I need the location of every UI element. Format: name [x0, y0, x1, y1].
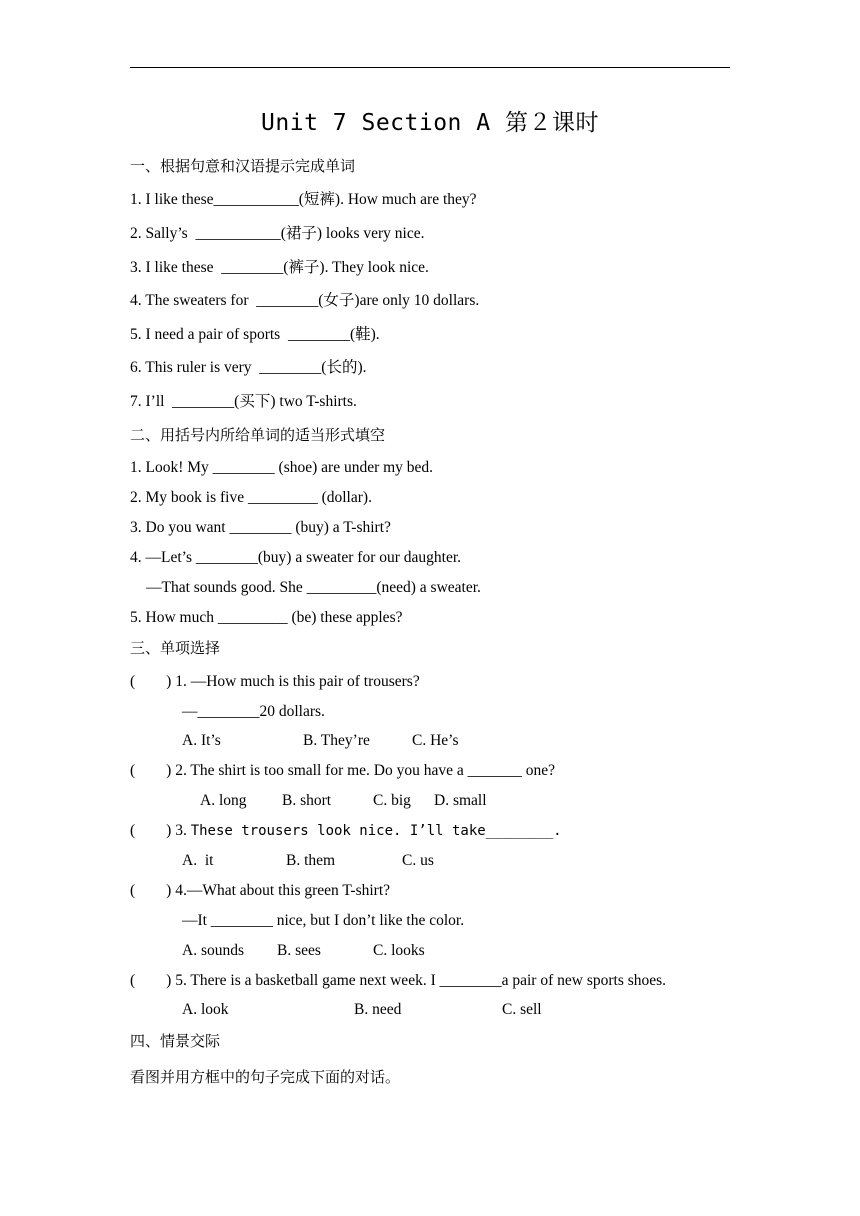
- q2-option-c: C. big: [373, 792, 411, 809]
- s1-item-2: 2. Sally’s ___________(裙子) looks very nice.: [130, 225, 425, 242]
- q2-stem: ( ) 2. The shirt is too small for me. Do you have a _______ one?: [130, 762, 556, 779]
- s2-item-1: 1. Look! My ________ (shoe) are under my bed.: [130, 459, 434, 476]
- q1-stem: ( ) 1. —How much is this pair of trousers?: [130, 673, 420, 690]
- q1-option-b: B. They’re: [303, 732, 370, 749]
- section4-instruction: 看图并用方框中的句子完成下面的对话。: [130, 1068, 401, 1086]
- q4-option-a: A. sounds: [182, 942, 245, 959]
- q1-option-c: C. He’s: [412, 732, 459, 749]
- q3-option-a: A. it: [182, 852, 214, 869]
- q3-option-b: B. them: [286, 852, 336, 869]
- q5-option-c: C. sell: [502, 1001, 542, 1018]
- s2-item-4-reply: —That sounds good. She _________(need) a sweater.: [146, 579, 481, 596]
- q2-option-a: A. long: [200, 792, 247, 809]
- q4-stem: ( ) 4.—What about this green T-shirt?: [130, 882, 391, 899]
- q3-stem: [130, 821, 562, 841]
- q3-stem-number: ( ) 3.: [130, 822, 191, 839]
- s1-item-1: 1. I like these___________(短裤). How much are they?: [130, 191, 477, 208]
- q2-option-b: B. short: [282, 792, 332, 809]
- s2-item-3: 3. Do you want ________ (buy) a T-shirt?: [130, 519, 391, 536]
- s1-item-4: 4. The sweaters for ________(女子)are only 10 dollars.: [130, 292, 480, 309]
- section3-heading: 三、单项选择: [130, 639, 221, 657]
- q3-stem-text: These trousers look nice. I’ll take________.: [190, 823, 562, 839]
- q1-option-a: A. It’s: [182, 732, 221, 749]
- s2-item-4: 4. —Let’s ________(buy) a sweater for our daughter.: [130, 549, 462, 566]
- q3-option-c: C. us: [402, 852, 434, 869]
- top-rule: [130, 67, 730, 68]
- s1-item-3: 3. I like these ________(裤子). They look nice.: [130, 259, 429, 276]
- q4-option-b: B. sees: [277, 942, 321, 959]
- s2-item-5: 5. How much _________ (be) these apples?: [130, 609, 403, 626]
- s1-item-5: 5. I need a pair of sports ________(鞋).: [130, 326, 380, 343]
- q1-reply: —________20 dollars.: [182, 703, 325, 720]
- q5-option-a: A. look: [182, 1001, 229, 1018]
- s1-item-7: 7. I’ll ________(买下) two T-shirts.: [130, 393, 357, 410]
- section4-heading: 四、情景交际: [130, 1032, 221, 1050]
- q5-stem: ( ) 5. There is a basketball game next week. I ________a pair of new sports shoes.: [130, 972, 667, 989]
- q4-option-c: C. looks: [373, 942, 425, 959]
- q2-option-d: D. small: [434, 792, 487, 809]
- q4-reply: —It ________ nice, but I don’t like the color.: [182, 912, 465, 929]
- page-title: Unit 7 Section A 第２课时: [261, 110, 599, 136]
- section1-heading: 一、根据句意和汉语提示完成单词: [130, 157, 356, 175]
- section2-heading: 二、用括号内所给单词的适当形式填空: [130, 426, 386, 444]
- q5-option-b: B. need: [354, 1001, 402, 1018]
- s1-item-6: 6. This ruler is very ________(长的).: [130, 359, 367, 376]
- s2-item-2: 2. My book is five _________ (dollar).: [130, 489, 372, 506]
